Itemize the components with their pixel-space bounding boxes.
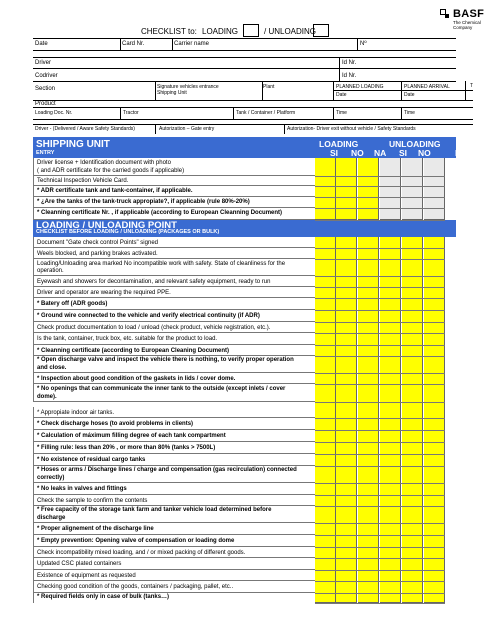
grid-row-divider xyxy=(315,581,445,582)
item-text: * ADR certificate tank and tank-container, if applicable. xyxy=(37,188,193,194)
item-text: * Filling rule: less than 20% , or more than 80% (tanks > 7500L) xyxy=(37,445,216,451)
list-item xyxy=(33,322,315,333)
grid-row-divider xyxy=(315,402,445,403)
item-text: Document "Gate check control Points" signed xyxy=(37,240,158,246)
grid-row-divider xyxy=(315,345,445,346)
list-item xyxy=(33,373,315,384)
check-column-cell[interactable] xyxy=(380,237,401,603)
grid-row-divider xyxy=(315,535,445,536)
item-text: * No leaks in valves and fittings xyxy=(37,486,127,492)
list-item xyxy=(33,547,315,558)
item-text: * Inspection about good condition of the gaskets in lids / cover dome. xyxy=(37,376,236,382)
item-text: * Empty prevention: Opening valve of compensation or loading dome xyxy=(37,538,235,544)
grid-row-divider xyxy=(315,186,445,187)
n-label: Nº xyxy=(360,41,367,47)
item-text: * Cleanning certificate Nr. , if applicable (according to European Cleanning Document) xyxy=(37,210,283,216)
list-item xyxy=(33,442,315,454)
grid-row-divider xyxy=(315,483,445,484)
grid-row-divider xyxy=(315,466,445,467)
grid-row-divider xyxy=(315,430,445,431)
col-no-1: NO xyxy=(351,148,364,158)
list-item xyxy=(33,298,315,310)
item-text: dome). xyxy=(37,394,57,400)
check-column-cell[interactable] xyxy=(424,237,445,603)
authorization-gate-label: Autorization – Gate entry xyxy=(159,126,215,132)
loading-label: LOADING xyxy=(202,27,239,36)
list-item xyxy=(33,418,315,430)
driver-label: Driver xyxy=(35,60,51,66)
unloading-checkbox[interactable] xyxy=(313,24,329,37)
col-si-2: SI xyxy=(399,148,408,158)
shipping-unit-header xyxy=(33,137,468,158)
list-item xyxy=(33,287,315,298)
check-column-cell[interactable] xyxy=(358,237,379,603)
check-column-cell[interactable] xyxy=(380,158,401,220)
item-text: * Open discharge valve and inspect the vehicle there is nothing, to verify proper operation xyxy=(37,357,294,363)
list-item xyxy=(33,466,315,483)
item-text: * Check discharge hoses (to avoid problems in clients) xyxy=(37,421,194,427)
item-text: * Hoses or arms / Discharge lines / charge and compensation (gas recirculation) connected xyxy=(37,467,297,473)
grid-row-divider xyxy=(315,310,445,311)
list-item xyxy=(33,506,315,523)
list-item xyxy=(33,333,315,345)
list-item xyxy=(33,345,315,356)
item-text: Driver and operator are wearing the required PPE. xyxy=(37,290,171,296)
codriver-label: Codriver xyxy=(35,73,58,79)
item-text: Weels blocked, and parking brakes activated. xyxy=(37,251,158,257)
list-item xyxy=(33,237,315,248)
grid-row-divider xyxy=(315,506,445,507)
item-text: * Appropiate indoor air tanks. xyxy=(37,410,115,416)
grid-row-divider xyxy=(315,287,445,288)
item-text: Updated CSC plated containers xyxy=(37,561,122,567)
item-text: * No openings that can communicate the inner tank to the outside (except inlets / cover xyxy=(37,386,286,392)
list-item xyxy=(33,581,315,593)
loading-point-title: LOADING / UNLOADING POINT xyxy=(36,220,177,231)
time-a-label: Time xyxy=(336,110,347,116)
grid-row-divider xyxy=(315,298,445,299)
grid-row-divider xyxy=(315,356,445,357)
grid-row-divider xyxy=(315,259,445,260)
list-item xyxy=(33,570,315,581)
list-item xyxy=(33,430,315,442)
list-item xyxy=(33,158,315,176)
item-text: * Required fields only in case of bulk (tanks…) xyxy=(37,594,170,600)
basf-logo xyxy=(440,8,495,30)
checklist-title: CHECKLIST to: xyxy=(141,27,197,36)
list-item xyxy=(33,276,315,287)
col-no-2: NO xyxy=(418,148,431,158)
list-item xyxy=(33,248,315,259)
col-si-1: SI xyxy=(330,148,339,158)
list-item xyxy=(33,197,315,208)
grid-row-divider xyxy=(315,248,445,249)
card-label: Card Nr. xyxy=(122,41,145,47)
list-item xyxy=(33,483,315,495)
loading-point-header xyxy=(33,220,456,237)
grid-row-divider xyxy=(315,593,445,594)
tractor-label: Tractor xyxy=(123,110,139,116)
item-text: * Proper alignement of the discharge line xyxy=(37,526,154,532)
item-text: Check product documentation to load / unload (check product, vehicle registration, etc.). xyxy=(37,325,271,331)
item-text: operation. xyxy=(37,268,64,274)
grid-row-divider xyxy=(315,176,445,177)
entry-label: ENTRY xyxy=(36,150,55,156)
grid-row-divider xyxy=(315,276,445,277)
shipping-unit-title: SHIPPING UNIT xyxy=(36,139,110,150)
loading-point-subtitle: CHECKLIST BEFORE LOADING / UNLOADING (PACKAGES OR BULK) xyxy=(36,229,220,235)
grid-row-divider xyxy=(315,322,445,323)
item-text: ( and ADR certificate for the carried goods if applicable) xyxy=(37,168,185,174)
codriver-id-label: Id Nr. xyxy=(342,73,357,79)
logo-subtitle: The Chemical Company xyxy=(453,20,481,30)
tank-label: Tank / Container / Platform xyxy=(236,110,296,116)
list-item xyxy=(33,593,315,603)
planned-loading-label: PLANNED LOADING xyxy=(336,84,384,90)
item-text: Eyewash and showers for decontamination, and relevant safety equipment, ready to run xyxy=(37,279,271,285)
grid-row-divider xyxy=(315,603,445,604)
carrier-label: Carrier name xyxy=(174,41,210,47)
list-item xyxy=(33,310,315,322)
grid-row-divider xyxy=(315,495,445,496)
item-text: Check the sample to confirm the contents xyxy=(37,498,148,504)
corner-label: T xyxy=(470,83,474,89)
item-text: Checking good condition of the goods, containers / packaging, pallet, etc.. xyxy=(37,584,234,590)
list-item xyxy=(33,407,315,418)
check-column-cell[interactable] xyxy=(336,237,357,603)
shipping-unit-label: Shipping Unit xyxy=(157,90,187,96)
logo-text: BASF xyxy=(453,8,485,20)
check-column-cell[interactable] xyxy=(402,237,423,603)
grid-row-divider xyxy=(315,197,445,198)
list-item xyxy=(33,259,315,276)
signature-label: Signature vehicles entrance xyxy=(157,84,219,90)
check-column-cell[interactable] xyxy=(315,158,336,220)
item-text: Driver license + Identification document with photo xyxy=(37,160,171,166)
authorization-exit-label: Autorization- Driver exit without vehicle / Safety Standards xyxy=(287,126,416,132)
date-label: Date xyxy=(35,41,48,47)
grid-row-divider xyxy=(315,442,445,443)
grid-row-divider xyxy=(315,220,445,221)
list-item xyxy=(33,523,315,535)
plant-label: Plant xyxy=(263,84,275,90)
item-text: * Cleanning certificate (according to European Cleaning Document) xyxy=(37,348,230,354)
col-na-2: NA xyxy=(455,148,468,158)
list-item xyxy=(33,384,315,402)
list-item xyxy=(33,454,315,466)
list-item xyxy=(33,535,315,547)
basf-logo-icon xyxy=(440,9,450,19)
grid-row-divider xyxy=(315,454,445,455)
check-column-cell[interactable] xyxy=(402,158,423,220)
item-text: * ¿Are the tanks of the tank-truck appropiate?, if applicable (rule 80%-20%) xyxy=(37,199,250,205)
item-text: * Ground wire connected to the vehicle and verify electrical continuity (if ADR) xyxy=(37,313,260,319)
item-text: Technical Inspection Vehicle Card. xyxy=(37,178,129,184)
item-text: * Free capacity of the storage tank farm and tanker vehicle load determined before xyxy=(37,507,272,513)
grid-row-divider xyxy=(315,333,445,334)
item-text: * Batery off (ADR goods) xyxy=(37,301,108,307)
check-column-cell[interactable] xyxy=(336,158,357,220)
planned-loading-date: Date xyxy=(336,92,347,98)
loading-checkbox[interactable] xyxy=(243,24,259,37)
grid-row-divider xyxy=(315,373,445,374)
col-na-1: NA xyxy=(374,148,387,158)
item-text: Check incompatibility mixed loading, and / or mixed packing of different goods. xyxy=(37,550,246,556)
section-label: Section xyxy=(35,86,56,92)
item-text: Existence of equipment as requested xyxy=(37,573,136,579)
grid-row-divider xyxy=(315,208,445,209)
check-column-cell[interactable] xyxy=(315,237,336,603)
list-item xyxy=(33,495,315,506)
planned-arrival-date: Date xyxy=(404,92,415,98)
planned-arrival-label: PLANNED ARRIVAL xyxy=(404,84,450,90)
item-text: * Calculation of máximum filling degree of each tank compartment xyxy=(37,433,226,439)
item-text: Is the tank, container, truck box, etc. suitable for the product to load. xyxy=(37,336,218,342)
list-item xyxy=(33,208,315,220)
unloading-column-header: UNLOADING xyxy=(389,139,441,149)
loading-column-header: LOADING xyxy=(319,139,359,149)
loading-doc-label: Loading Doc. Nr. xyxy=(35,110,73,116)
unloading-label: / UNLOADING xyxy=(264,27,317,36)
time-b-label: Time xyxy=(404,110,415,116)
item-text: Loading/Unloading area marked No incompatible work with safety. State of cleanliness for the xyxy=(37,261,286,267)
grid-row-divider xyxy=(315,570,445,571)
item-text: discharge xyxy=(37,515,66,521)
list-item xyxy=(33,186,315,197)
grid-row-divider xyxy=(315,558,445,559)
grid-row-divider xyxy=(315,384,445,385)
list-item xyxy=(33,176,315,186)
check-column-cell[interactable] xyxy=(358,158,379,220)
grid-row-divider xyxy=(315,547,445,548)
product-label: Product xyxy=(35,101,56,107)
grid-row-divider xyxy=(315,418,445,419)
driver-id-label: Id Nr. xyxy=(342,60,357,66)
item-text: and close. xyxy=(37,365,67,371)
list-item xyxy=(33,356,315,373)
grid-row-divider xyxy=(315,523,445,524)
list-item xyxy=(33,558,315,570)
item-text: correctly) xyxy=(37,475,65,481)
check-column-cell[interactable] xyxy=(424,158,445,220)
driver-delivered-label: Driver - (Delivered / Aware Safety Standards) xyxy=(35,126,135,132)
item-text: * No existence of residual cargo tanks xyxy=(37,457,146,463)
